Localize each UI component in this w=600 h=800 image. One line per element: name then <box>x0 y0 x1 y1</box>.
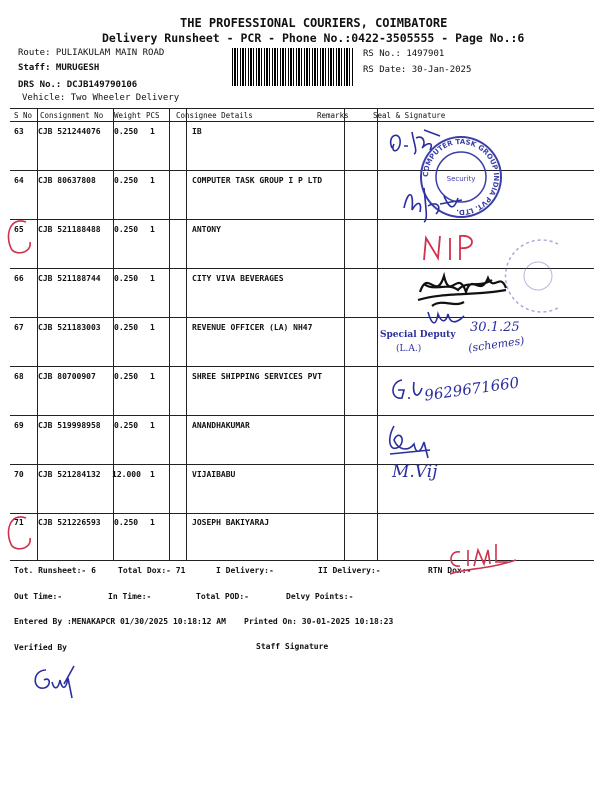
row-consignment-no: CJB 521183003 <box>38 323 101 332</box>
row-consignee: VIJAIBABU <box>192 470 236 479</box>
row-sno: 64 <box>14 176 24 185</box>
row-pcs: 1 <box>150 127 155 136</box>
row-consignee: SHREE SHIPPING SERVICES PVT <box>192 372 323 381</box>
row-consignment-no: CJB 521188488 <box>38 225 101 234</box>
row-pcs: 1 <box>150 470 155 479</box>
handwritten-phone: 9629671660 <box>423 373 521 405</box>
row-consignment-no: CJB 521284132 <box>38 470 101 479</box>
row-consignee: IB <box>192 127 202 136</box>
staff-signature-label: Staff Signature <box>256 642 329 651</box>
col-header-remarks: Remarks <box>317 111 349 120</box>
row-weight: 0.250 <box>114 372 139 381</box>
barcode-image <box>232 48 354 86</box>
row-weight: 0.250 <box>114 176 139 185</box>
out-time: Out Time:- <box>14 592 63 601</box>
signature-row-65 <box>420 230 490 264</box>
row-weight: 0.250 <box>114 421 139 430</box>
row-sno: 71 <box>14 518 24 527</box>
col-header-consignment: Consignment No <box>40 111 104 120</box>
signature-row-68 <box>388 374 428 404</box>
verified-by-signature <box>30 660 86 700</box>
handwritten-initials-row-70: M.Vij <box>392 462 438 482</box>
official-stamp-line1: Special Deputy <box>380 330 456 340</box>
signature-row-67 <box>424 306 468 328</box>
handwritten-date: 30.1.25 <box>470 320 520 335</box>
row-consignee: ANANDHAKUMAR <box>192 421 250 430</box>
printed-on: Printed On: 30-01-2025 10:18:23 <box>244 617 394 626</box>
row-sno: 65 <box>14 225 24 234</box>
vehicle-label: Vehicle: Two Wheeler Delivery <box>22 93 180 103</box>
row-consignment-no: CJB 80637808 <box>38 176 96 185</box>
row-pcs: 1 <box>150 274 155 283</box>
tot-runsheet: Tot. Runsheet:- 6 <box>14 566 96 575</box>
total-dox: Total Dox:- 71 <box>118 566 186 575</box>
row-weight: 0.250 <box>114 518 139 527</box>
row-consignment-no: CJB 521244076 <box>38 127 101 136</box>
row-weight: 0.250 <box>114 323 139 332</box>
row-consignment-no: CJB 80700907 <box>38 372 96 381</box>
in-time: In Time:- <box>108 592 152 601</box>
runsheet-subtitle: Delivery Runsheet - PCR - Phone No.:0422-3505555 - Page No.:6 <box>102 31 525 45</box>
row-weight: 0.250 <box>114 225 139 234</box>
drs-number: DRS No.: DCJB149790106 <box>18 80 138 90</box>
row-weight: 12.000 <box>112 470 141 479</box>
row-pcs: 1 <box>150 421 155 430</box>
row-weight: 0.250 <box>114 274 139 283</box>
rs-number: RS No.: 1497901 <box>363 49 445 59</box>
row-sno: 69 <box>14 421 24 430</box>
official-stamp-line2: (L.A.) <box>396 344 422 354</box>
row-consignment-no: CJB 519998958 <box>38 421 101 430</box>
staff-label: Staff: MURUGESH <box>18 63 100 73</box>
col-header-sno: S No <box>14 111 33 120</box>
verified-by: Verified By <box>14 643 67 652</box>
row-pcs: 1 <box>150 225 155 234</box>
row-consignee: ANTONY <box>192 225 221 234</box>
col-header-pcs: PCS <box>146 111 160 120</box>
signature-row-64 <box>398 180 468 224</box>
total-pod: Total POD:- <box>196 592 249 601</box>
signature-row-63 <box>384 124 444 160</box>
route-label: Route: PULIAKULAM MAIN ROAD <box>18 48 165 58</box>
delvy-points: Delvy Points:- <box>286 592 354 601</box>
svg-text:COMPUTER TASK GROUP INDIA PVT.: COMPUTER TASK GROUP INDIA PVT. LTD. <box>421 137 501 217</box>
faint-stamp <box>504 238 564 314</box>
signature-row-69 <box>384 420 436 460</box>
row-consignee: REVENUE OFFICER (LA) NH47 <box>192 323 313 332</box>
handwritten-schemes: (schemes) <box>467 334 526 355</box>
row-weight: 0.250 <box>114 127 139 136</box>
company-name: THE PROFESSIONAL COURIERS, COIMBATORE <box>180 16 448 30</box>
row-pcs: 1 <box>150 372 155 381</box>
row-pcs: 1 <box>150 518 155 527</box>
i-delivery: I Delivery:- <box>216 566 274 575</box>
col-header-seal-signature: Seal & Signature <box>373 111 446 120</box>
row-consignment-no: CJB 521188744 <box>38 274 101 283</box>
row-consignee: COMPUTER TASK GROUP I P LTD <box>192 176 323 185</box>
row-sno: 68 <box>14 372 24 381</box>
ii-delivery: II Delivery:- <box>318 566 381 575</box>
red-circle-row-65 <box>4 216 38 256</box>
row-consignee: JOSEPH BAKIYARAJ <box>192 518 270 527</box>
rs-date: RS Date: 30-Jan-2025 <box>363 65 472 75</box>
row-sno: 70 <box>14 470 24 479</box>
rtn-dox: RTN Dox:- <box>428 566 472 575</box>
row-sno: 63 <box>14 127 24 136</box>
col-header-weight: Weight <box>114 111 142 120</box>
row-sno: 66 <box>14 274 24 283</box>
row-pcs: 1 <box>150 323 155 332</box>
row-sno: 67 <box>14 323 24 332</box>
row-consignment-no: CJB 521226593 <box>38 518 101 527</box>
entered-by: Entered By :MENAKAPCR 01/30/2025 10:18:12 AM <box>14 617 226 626</box>
red-circle-row-71 <box>4 512 38 552</box>
red-rtn-scribble <box>446 538 518 582</box>
col-header-consignee: Consignee Details <box>176 111 253 120</box>
seal-center-text: Security <box>446 175 476 183</box>
row-pcs: 1 <box>150 176 155 185</box>
row-consignee: CITY VIVA BEVERAGES <box>192 274 284 283</box>
